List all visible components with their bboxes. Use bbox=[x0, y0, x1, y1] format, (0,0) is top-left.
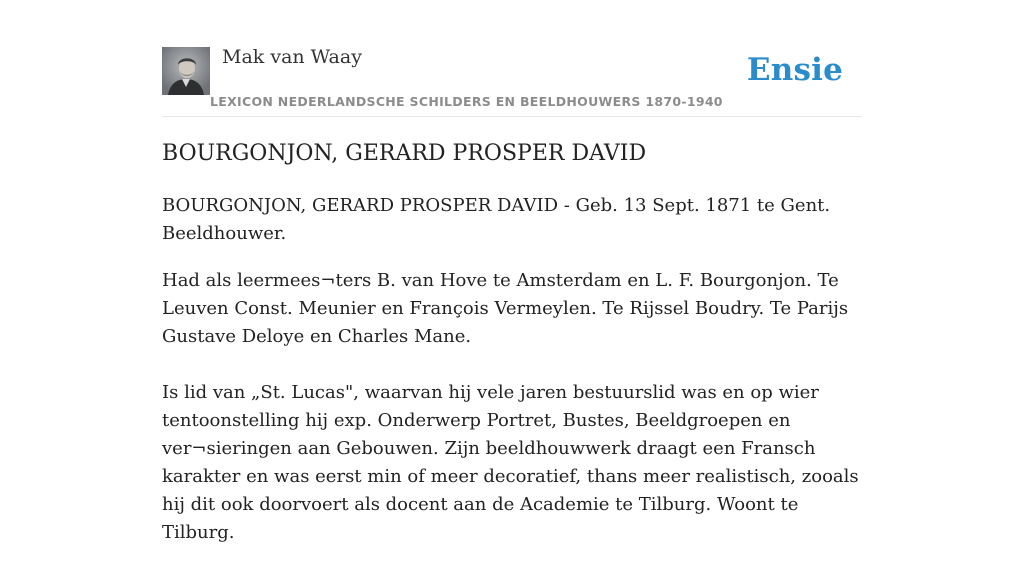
header bbox=[162, 0, 862, 117]
author-name[interactable]: Mak van Waay bbox=[222, 46, 362, 68]
article-paragraph: BOURGONJON, GERARD PROSPER DAVID - Geb. 13 Sept. 1871 te Gent. Beeldhouwer. bbox=[162, 195, 831, 244]
brand-logo[interactable]: Ensie bbox=[746, 52, 843, 88]
page-title: BOURGONJON, GERARD PROSPER DAVID bbox=[162, 141, 647, 166]
avatar[interactable] bbox=[162, 47, 210, 95]
lexicon-subtitle[interactable]: LEXICON NEDERLANDSCHE SCHILDERS EN BEELDHOUWERS 1870-1940 bbox=[210, 94, 723, 109]
avatar-portrait-image bbox=[162, 47, 210, 95]
article-body bbox=[162, 192, 868, 566]
article-paragraph: Is lid van „St. Lucas", waarvan hij vele jaren bestuurslid was en op wier tentoonstelling hij exp. Onderwerp Portret, Bustes, Beeldgroepen en ver¬sieringen aan Gebouwen. Zijn beeldhouwwerk draagt een Fransch karakter en was eerst min of meer decoratief, thans meer realistisch, zooals hij dit ook doorvoert als docent aan de Academie te Tilburg. Woont te Tilburg. bbox=[162, 382, 859, 543]
article-paragraph: Had als leermees¬ters B. van Hove te Amsterdam en L. F. Bourgonjon. Te Leuven Const. Meunier en François Vermeylen. Te Rijssel Boudry. Te Parijs Gustave Deloye en Charles Mane. bbox=[162, 270, 849, 347]
page-container bbox=[162, 0, 862, 543]
